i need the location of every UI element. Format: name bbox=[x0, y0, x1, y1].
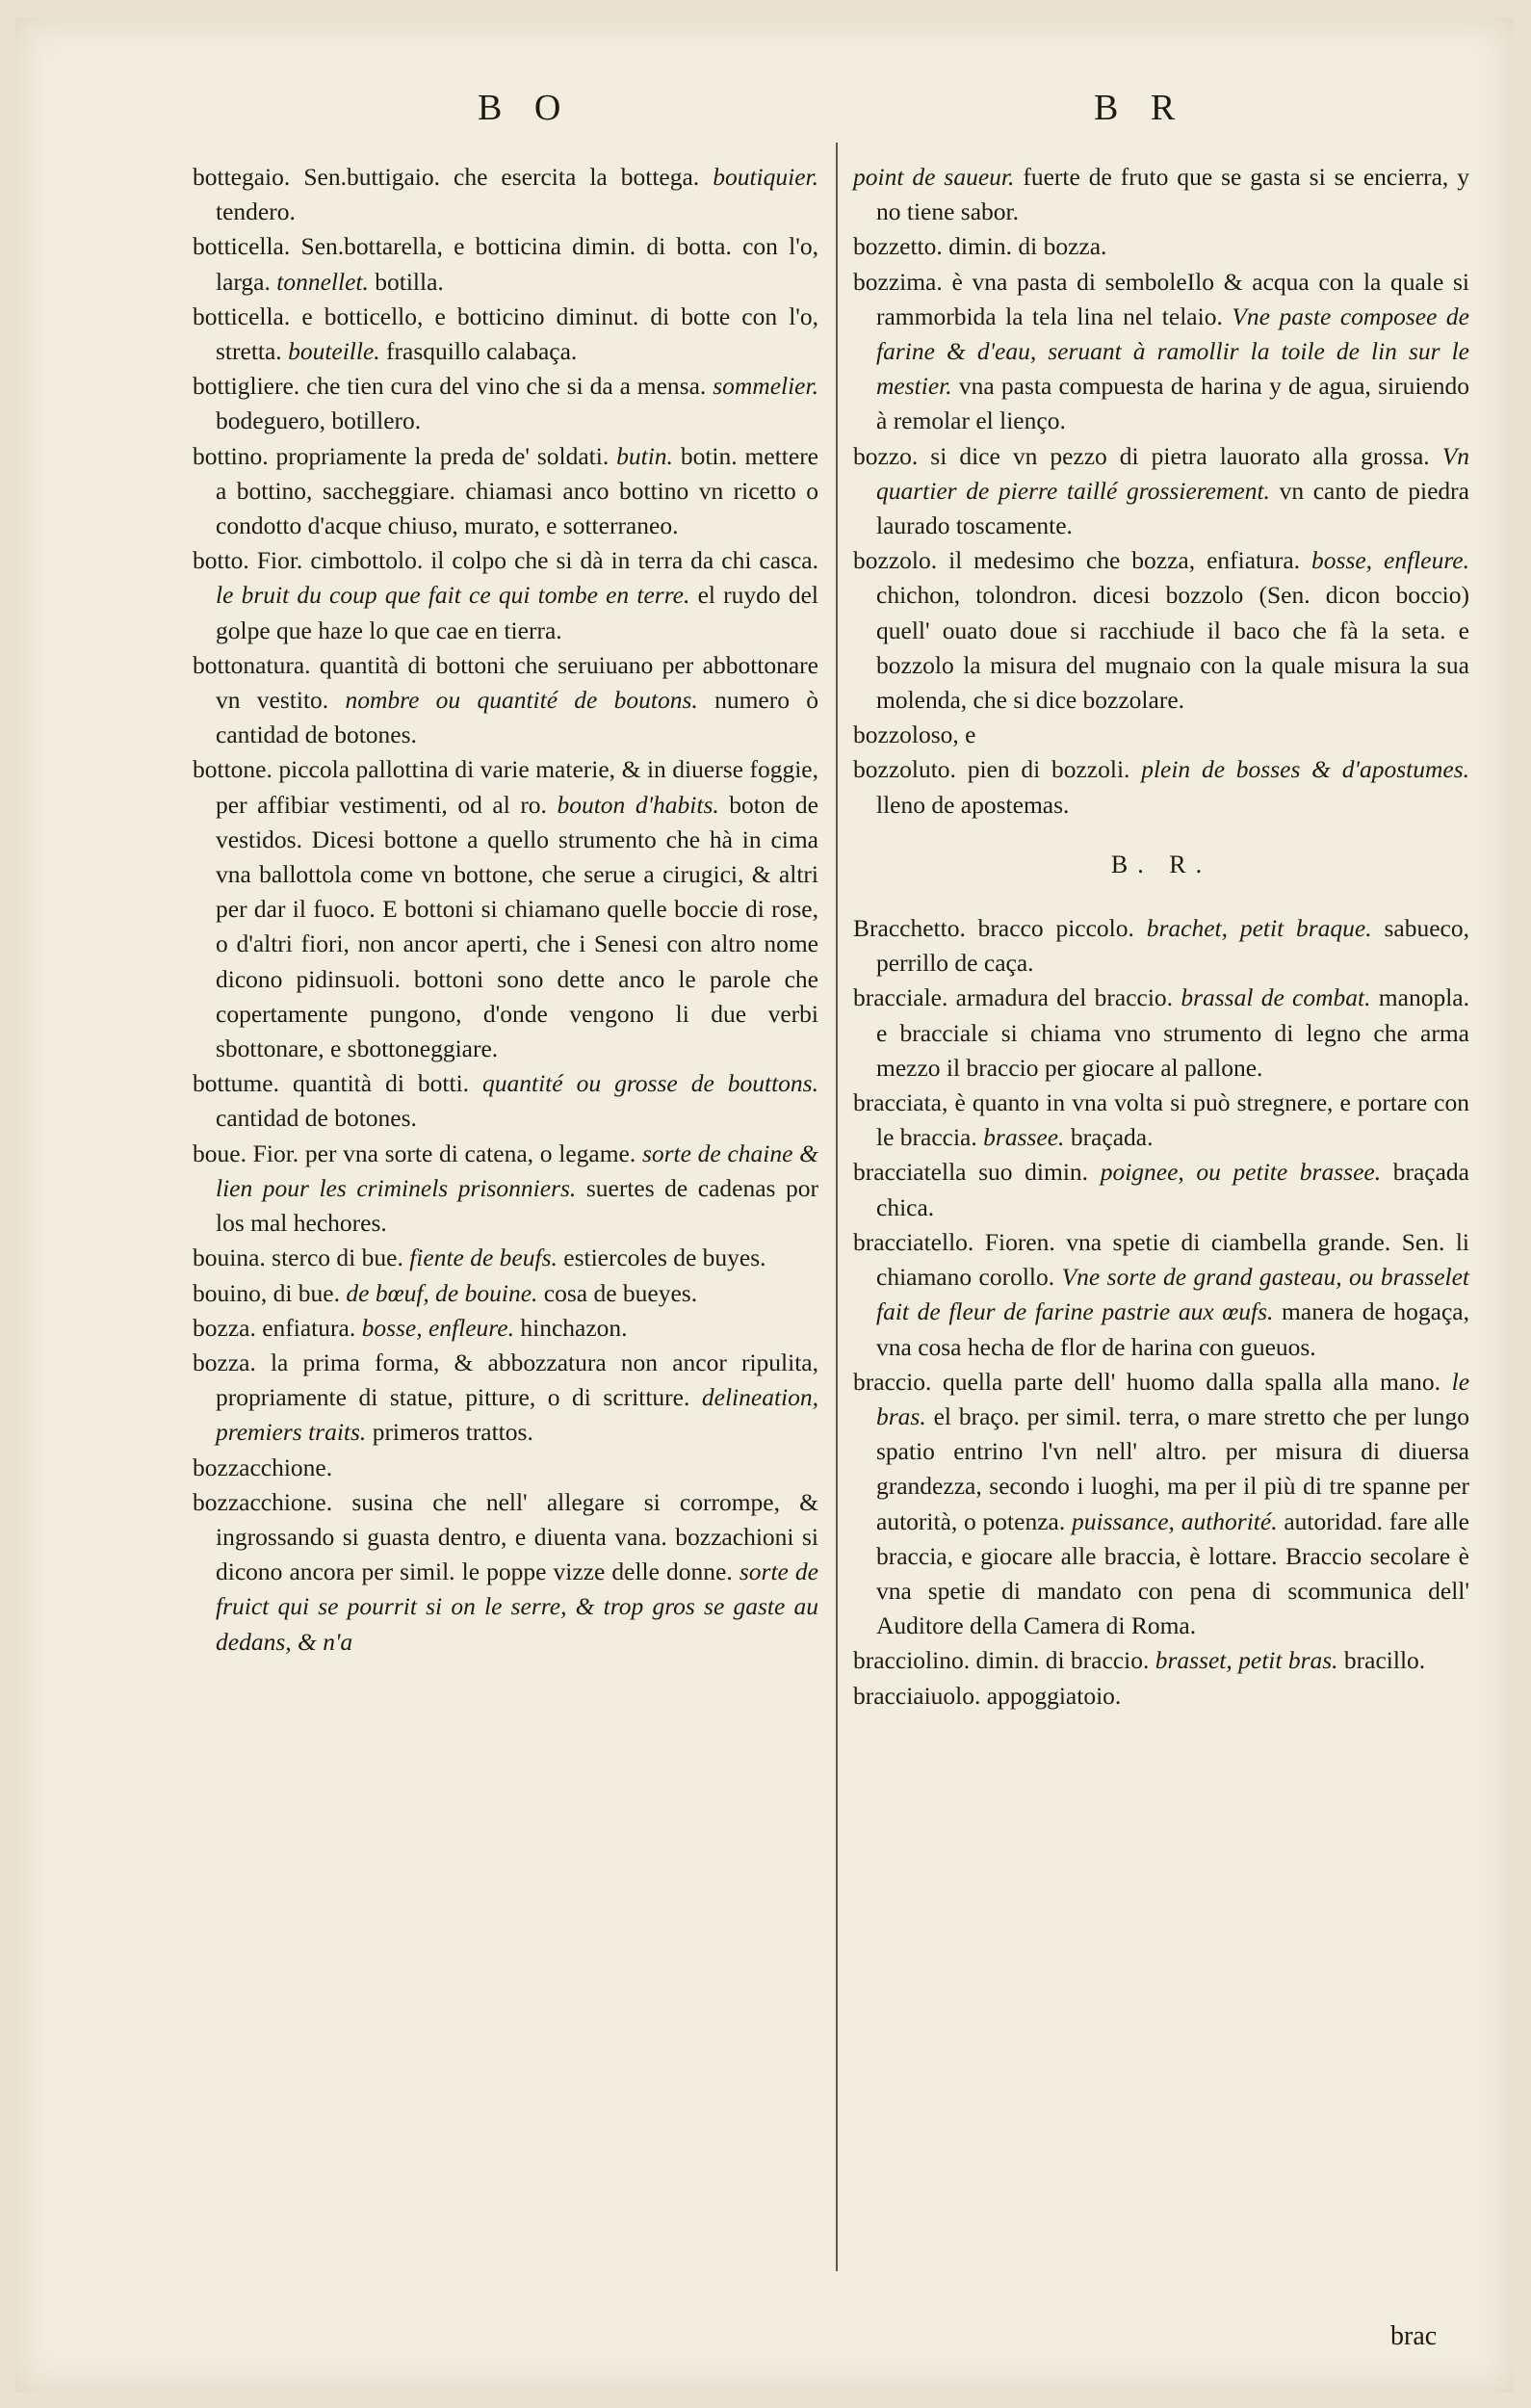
french-gloss: nombre ou quantité de boutons. bbox=[345, 686, 715, 715]
dictionary-entry bbox=[853, 1365, 1469, 1644]
headword: bouino, bbox=[193, 1278, 273, 1307]
definition-text: è quanto in vna volta si può stregnere, e portare con le braccia. bbox=[876, 1088, 1469, 1152]
definition-text: si dice vn pezzo di pietra lauorato alla grossa. bbox=[930, 441, 1442, 470]
spanish-gloss: hinchazon. bbox=[520, 1313, 628, 1342]
dictionary-entry bbox=[193, 160, 818, 229]
definition-text: Sen.buttigaio. che esercita la bottega. bbox=[303, 163, 714, 191]
definition-text: e botticello, e botticino diminut. di botte con l'o, stretta. bbox=[216, 301, 818, 366]
headword: bozzacchione. bbox=[193, 1453, 333, 1481]
dictionary-entry bbox=[853, 265, 1469, 439]
dictionary-entry bbox=[193, 1346, 818, 1451]
dictionary-entry bbox=[853, 911, 1469, 981]
headword: bozzima. bbox=[853, 267, 952, 296]
spanish-gloss: tendero. bbox=[216, 197, 296, 226]
left-column bbox=[193, 160, 818, 1660]
headword: bozzacchione. bbox=[193, 1487, 352, 1516]
headword: boue. bbox=[193, 1139, 253, 1167]
dictionary-entry bbox=[853, 1225, 1469, 1365]
headword: bozzoluto. bbox=[853, 755, 968, 784]
definition-text: dimin. di braccio. bbox=[975, 1646, 1155, 1675]
spanish-gloss: suertes de cadenas por los mal hechores. bbox=[216, 1173, 818, 1238]
dictionary-entry bbox=[853, 1086, 1469, 1155]
french-gloss: Vn quartier de pierre taillé grossierement. bbox=[876, 441, 1470, 505]
dictionary-entry bbox=[853, 439, 1469, 544]
french-gloss: sommelier. bbox=[713, 372, 818, 401]
spanish-gloss: botilla. bbox=[375, 267, 444, 296]
definition-text: dimin. di bozza. bbox=[948, 232, 1107, 261]
dictionary-entry bbox=[853, 1643, 1469, 1678]
spanish-gloss: el ruydo del golpe que haze lo que cae en tierra. bbox=[216, 581, 818, 644]
spanish-gloss: bracillo. bbox=[1343, 1646, 1426, 1675]
right-column bbox=[853, 160, 1469, 1714]
french-gloss: boutiquier. bbox=[713, 163, 819, 191]
definition-text: che tien cura del vino che si da a mensa. bbox=[306, 372, 714, 401]
definition-text: suo dimin. bbox=[978, 1158, 1101, 1187]
catchword: brac bbox=[1390, 2321, 1438, 2351]
spanish-gloss: manera de hogaça, vna cosa hecha de flor de harina con gueuos. bbox=[876, 1297, 1469, 1361]
spanish-gloss: vn canto de piedra laurado toscamente. bbox=[876, 476, 1469, 540]
spanish-gloss: cosa de bueyes. bbox=[543, 1278, 698, 1307]
definition-text: appoggiatoio. bbox=[986, 1681, 1122, 1710]
dictionary-entry bbox=[193, 229, 818, 299]
headword: bozza. bbox=[193, 1348, 271, 1376]
definition-text: susina che nell' allegare si corrompe, & ingrossando si guasta dentro, e diuenta vana. bozzachioni si dicono ancora per simil. le poppe vizze delle donne. bbox=[216, 1487, 818, 1586]
dictionary-entry bbox=[193, 1066, 818, 1136]
spanish-gloss: braçada. bbox=[1070, 1123, 1154, 1152]
spanish-gloss: numero ò cantidad de botones. bbox=[216, 686, 819, 749]
french-gloss: poignee, ou petite brassee. bbox=[1100, 1158, 1393, 1187]
spanish-gloss: bodeguero, botillero. bbox=[216, 406, 422, 435]
headword: bracciatella bbox=[853, 1158, 979, 1187]
french-gloss: tonnellet. bbox=[276, 267, 376, 296]
definition-text: la prima forma, & abbozzatura non ancor ripulita, propriamente di statue, pitture, o di scritture. bbox=[216, 1348, 818, 1412]
french-gloss: le bras. bbox=[876, 1367, 1470, 1430]
dictionary-entry bbox=[193, 439, 818, 544]
definition-text: Fior. cimbottolo. il colpo che si dà in terra da chi casca. bbox=[256, 546, 819, 575]
headword: bracciaiuolo. bbox=[853, 1681, 987, 1710]
spanish-gloss: fuerte de fruto que se gasta si se encierra, y no tiene sabor. bbox=[876, 163, 1470, 226]
column-rule bbox=[836, 143, 838, 2271]
headword: bracciale. bbox=[853, 983, 956, 1012]
headword: bozza. bbox=[193, 1313, 263, 1342]
spanish-gloss: sabueco, perrillo de caça. bbox=[876, 914, 1469, 978]
spanish-gloss: frasquillo calabaça. bbox=[386, 337, 578, 366]
french-gloss: bosse, enfleure. bbox=[1311, 546, 1469, 575]
headword: botticella. bbox=[193, 301, 302, 330]
spanish-gloss: el braço. per simil. terra, o mare stretto che per lungo spatio entrino l'vn nell' altro. per misura di diuersa grandezza, secondo i luoghi, ma per il più di tre spanne per autorità, o potenza. bbox=[876, 1401, 1469, 1535]
definition-text: quantità di botti. bbox=[292, 1069, 483, 1098]
french-gloss: bouton d'habits. bbox=[557, 790, 730, 819]
spanish-gloss: chichon, tolondron. dicesi bozzolo (Sen. dicon boccio) quell' ouato doue si racchiude il baco che fà la seta. e bozzolo la misura del mugnaio con la quale misura la sua molenda, che si dice bozzolare. bbox=[876, 581, 1469, 715]
dictionary-entry bbox=[193, 300, 818, 369]
dictionary-entry bbox=[853, 543, 1469, 718]
headword: bottonatura. bbox=[193, 650, 320, 679]
definition-text: quella parte dell' huomo dalla spalla alla mano. bbox=[943, 1367, 1452, 1396]
headword: bozzoloso, bbox=[853, 720, 966, 749]
dictionary-entry bbox=[853, 160, 1469, 229]
headword: bottone. bbox=[193, 755, 279, 784]
spanish-gloss: estiercoles de buyes. bbox=[563, 1243, 766, 1272]
french-gloss: fiente de beufs. bbox=[409, 1243, 564, 1272]
headword: Bracchetto. bbox=[853, 914, 978, 943]
dictionary-entry bbox=[193, 1451, 818, 1485]
french-gloss: Vne paste composee de farine & d'eau, seruant à ramollir la toile de lin sur le mestier. bbox=[876, 301, 1469, 401]
french-gloss: bosse, enfleure. bbox=[361, 1313, 521, 1342]
definition-text: Fior. per vna sorte di catena, o legame. bbox=[252, 1139, 642, 1167]
spanish-gloss: primeros trattos. bbox=[372, 1418, 533, 1447]
definition-text: piccola pallottina di varie materie, & in diuerse foggie, per affibiar vestimenti, od al ro. bbox=[216, 755, 818, 819]
spanish-gloss: botin. mettere a bottino, saccheggiare. chiamasi anco bottino vn ricetto o condotto d'acque chiuso, murato, e sotterraneo. bbox=[216, 441, 819, 540]
dictionary-entry bbox=[853, 1155, 1469, 1224]
dictionary-entry bbox=[193, 1137, 818, 1242]
dictionary-entry bbox=[193, 648, 818, 753]
headword: bozzolo. bbox=[853, 546, 949, 575]
headword: bozzetto. bbox=[853, 232, 949, 261]
spanish-gloss: vna pasta compuesta de harina y de agua, siruiendo à remolar el lienço. bbox=[876, 372, 1469, 435]
definition-text: Fioren. vna spetie di ciambella grande. Sen. li chiamano corollo. bbox=[876, 1227, 1469, 1292]
definition-text: propriamente la preda de' soldati. bbox=[275, 441, 617, 470]
headword: botticella. bbox=[193, 232, 301, 261]
book-page bbox=[15, 17, 1514, 2393]
headword: bouina. bbox=[193, 1243, 272, 1272]
running-head-left: B O bbox=[478, 88, 573, 128]
dictionary-entry bbox=[853, 981, 1469, 1086]
section-heading: B. R. bbox=[1110, 850, 1212, 878]
french-gloss: plein de bosses & d'apostumes. bbox=[1141, 755, 1469, 784]
spanish-gloss: manopla. e bracciale si chiama vno strumento di legno che arma mezzo il braccio per giocare al pallone. bbox=[876, 983, 1469, 1082]
dictionary-entry bbox=[193, 1485, 818, 1660]
definition-text: armadura del braccio. bbox=[955, 983, 1181, 1012]
definition-text: il medesimo che bozza, enfiatura. bbox=[948, 546, 1312, 575]
definition-text: bracco piccolo. bbox=[977, 914, 1147, 943]
spanish-gloss: boton de vestidos. Dicesi bottone a quello strumento che hà in cima vna ballottola come vn bottone, che serue a cirugici, & altri per dar il fuoco. E bottoni si chiamano quelle boccie di rose, o d'altri fiori, non ancor aperti, che i Senesi con altro nome dicono pidinsuoli. bottoni sono dette anco le parole che copertamente pungono, d'onde vengono li due verbi sbottonare, e sbottoneggiare. bbox=[216, 790, 818, 1063]
headword: bottino. bbox=[193, 441, 276, 470]
definition-text: Sen.bottarella, e botticina dimin. di botta. con l'o, larga. bbox=[216, 232, 818, 296]
french-gloss: butin. bbox=[616, 441, 681, 470]
french-gloss: brassal de combat. bbox=[1181, 983, 1379, 1012]
definition-text: quantità di bottoni che seruiuano per abbottonare vn vestito. bbox=[216, 650, 818, 715]
french-gloss: quantité ou grosse de bouttons. bbox=[482, 1069, 818, 1098]
spanish-gloss: cantidad de botones. bbox=[216, 1104, 417, 1133]
headword: bottegaio. bbox=[193, 163, 304, 191]
definition-text: di bue. bbox=[272, 1278, 347, 1307]
headword: botto. bbox=[193, 546, 257, 575]
dictionary-entry bbox=[193, 752, 818, 1066]
definition-text: pien di bozzoli. bbox=[967, 755, 1142, 784]
headword: braccio. bbox=[853, 1367, 944, 1396]
dictionary-entry bbox=[853, 718, 1469, 752]
definition-text: e bbox=[965, 720, 976, 749]
french-gloss: sorte de fruict qui se pourrit si on le serre, & trop gros se gaste au dedans, & n'a bbox=[216, 1557, 818, 1656]
spanish-gloss: lleno de apostemas. bbox=[876, 790, 1070, 819]
dictionary-entry bbox=[193, 543, 818, 648]
dictionary-entry bbox=[853, 752, 1469, 822]
dictionary-entry bbox=[193, 1241, 818, 1275]
french-gloss: bouteille. bbox=[288, 337, 387, 366]
headword: bracciata, bbox=[853, 1088, 955, 1117]
spanish-gloss: braçada chica. bbox=[876, 1158, 1469, 1221]
dictionary-entry bbox=[853, 229, 1469, 264]
definition-text: sterco di bue. bbox=[272, 1243, 410, 1272]
french-gloss: point de saueur. bbox=[853, 163, 1024, 191]
definition-text: enfiatura. bbox=[262, 1313, 362, 1342]
french-gloss: delineation, premiers traits. bbox=[216, 1383, 818, 1447]
headword: bottigliere. bbox=[193, 372, 307, 401]
headword: bottume. bbox=[193, 1069, 293, 1098]
running-head-right: B R bbox=[1094, 88, 1187, 128]
french-gloss: de bœuf, de bouine. bbox=[346, 1278, 544, 1307]
headword: bracciatello. bbox=[853, 1227, 985, 1256]
french-gloss: puissance, authorité. bbox=[1071, 1506, 1284, 1535]
french-gloss: brasset, petit bras. bbox=[1155, 1646, 1344, 1675]
headword: bracciolino. bbox=[853, 1646, 976, 1675]
french-gloss: sorte de chaine & lien pour les criminels prisonniers. bbox=[216, 1139, 818, 1202]
french-gloss: Vne sorte de grand gasteau, ou brasselet fait de fleur de farine pastrie aux œufs. bbox=[876, 1263, 1469, 1326]
dictionary-entry bbox=[193, 369, 818, 438]
dictionary-entry bbox=[193, 1276, 818, 1311]
dictionary-entry bbox=[853, 1679, 1469, 1714]
definition-text: è vna pasta di semboleIlo & acqua con la quale si rammorbida la tela lina nel telaio. bbox=[876, 267, 1469, 330]
headword: bozzo. bbox=[853, 441, 931, 470]
french-gloss: le bruit du coup que fait ce qui tombe en terre. bbox=[216, 581, 698, 610]
french-gloss: brachet, petit braque. bbox=[1146, 914, 1385, 943]
spanish-gloss: autoridad. fare alle braccia, e giocare alle braccia, è lottare. Braccio secolare è vna spetie di mandato con pena di scommunica dell' Auditore della Camera di Roma. bbox=[876, 1506, 1469, 1640]
dictionary-entry bbox=[193, 1311, 818, 1346]
french-gloss: brassee. bbox=[983, 1123, 1071, 1152]
